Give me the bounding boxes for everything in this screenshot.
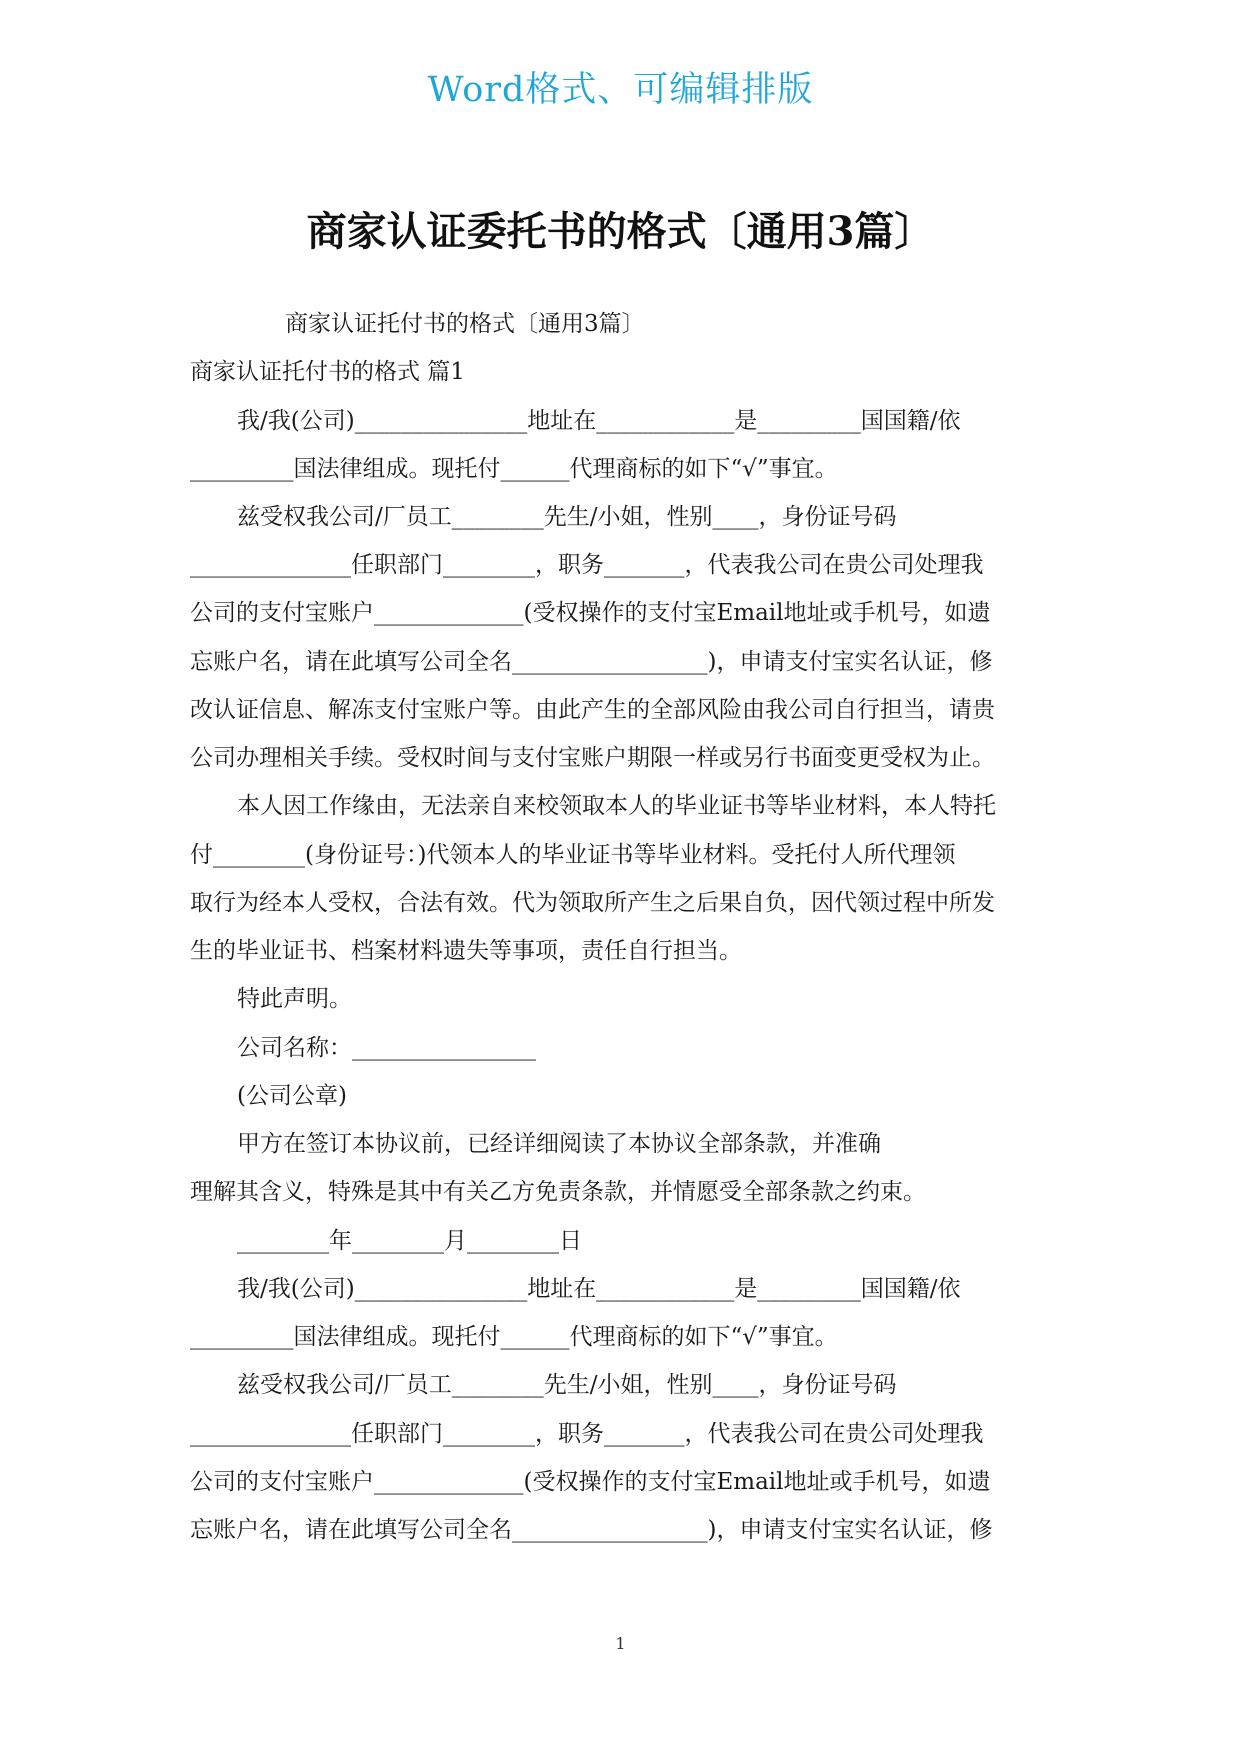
paragraph-line: _________国法律组成。现托付______代理商标的如下“√”事宜。 [190,1324,838,1350]
paragraph-line: 改认证信息、解冻支付宝账户等。由此产生的全部风险由我公司自行担当，请贵 [190,697,995,723]
date-line: ________年________月________日 [237,1228,582,1254]
paragraph-line: 特此声明。 [237,986,352,1012]
paragraph-line: 取行为经本人受权，合法有效。代为领取所产生之后果自负，因代领过程中所发 [190,890,995,916]
page-number: 1 [615,1634,626,1653]
paragraph-line: 兹受权我公司/厂员工________先生/小姐，性别____，身份证号码 [237,504,897,530]
paragraph-line: 公司的支付宝账户_____________(受权操作的支付宝Email地址或手机号，如遗 [190,600,991,626]
paragraph-line: 生的毕业证书、档案材料遗失等事项，责任自行担当。 [190,938,742,964]
paragraph-line: 忘账户名，请在此填写公司全名_________________)，申请支付宝实名认证，修 [190,1517,993,1543]
document-banner: Word格式、可编辑排版 [427,70,814,110]
subtitle-line: 商家认证托付书的格式〔通用3篇〕 [285,311,645,337]
paragraph-line: 付________(身份证号：)代领本人的毕业证书等毕业材料。受托付人所代理领 [190,842,956,868]
paragraph-line: 理解其含义，特殊是其中有关乙方免责条款，并情愿受全部条款之约束。 [190,1179,926,1205]
section-heading: 商家认证托付书的格式 篇1 [190,359,465,385]
paragraph-line: ______________任职部门________，职务_______，代表我公司在贵公司处理我 [190,552,984,578]
paragraph-line: 公司办理相关手续。受权时间与支付宝账户期限一样或另行书面变更受权为止。 [190,745,995,771]
paragraph-line: _________国法律组成。现托付______代理商标的如下“√”事宜。 [190,456,838,482]
paragraph-line: 忘账户名，请在此填写公司全名_________________)，申请支付宝实名认证，修 [190,649,993,675]
paragraph-line: 我/我(公司)_______________地址在____________是_________国国籍/依 [237,408,961,434]
paragraph-line: 甲方在签订本协议前，已经详细阅读了本协议全部条款，并准确 [237,1131,881,1157]
company-name-line: 公司名称：________________ [237,1035,536,1061]
paragraph-line: ______________任职部门________，职务_______，代表我公司在贵公司处理我 [190,1421,984,1447]
paragraph-line: 兹受权我公司/厂员工________先生/小姐，性别____，身份证号码 [237,1372,897,1398]
company-seal-line: (公司公章) [237,1083,347,1109]
paragraph-line: 本人因工作缘由，无法亲自来校领取本人的毕业证书等毕业材料，本人特托 [237,793,996,819]
document-title: 商家认证委托书的格式〔通用3篇〕 [306,208,935,255]
paragraph-line: 我/我(公司)_______________地址在____________是_________国国籍/依 [237,1276,961,1302]
paragraph-line: 公司的支付宝账户_____________(受权操作的支付宝Email地址或手机号，如遗 [190,1469,991,1495]
